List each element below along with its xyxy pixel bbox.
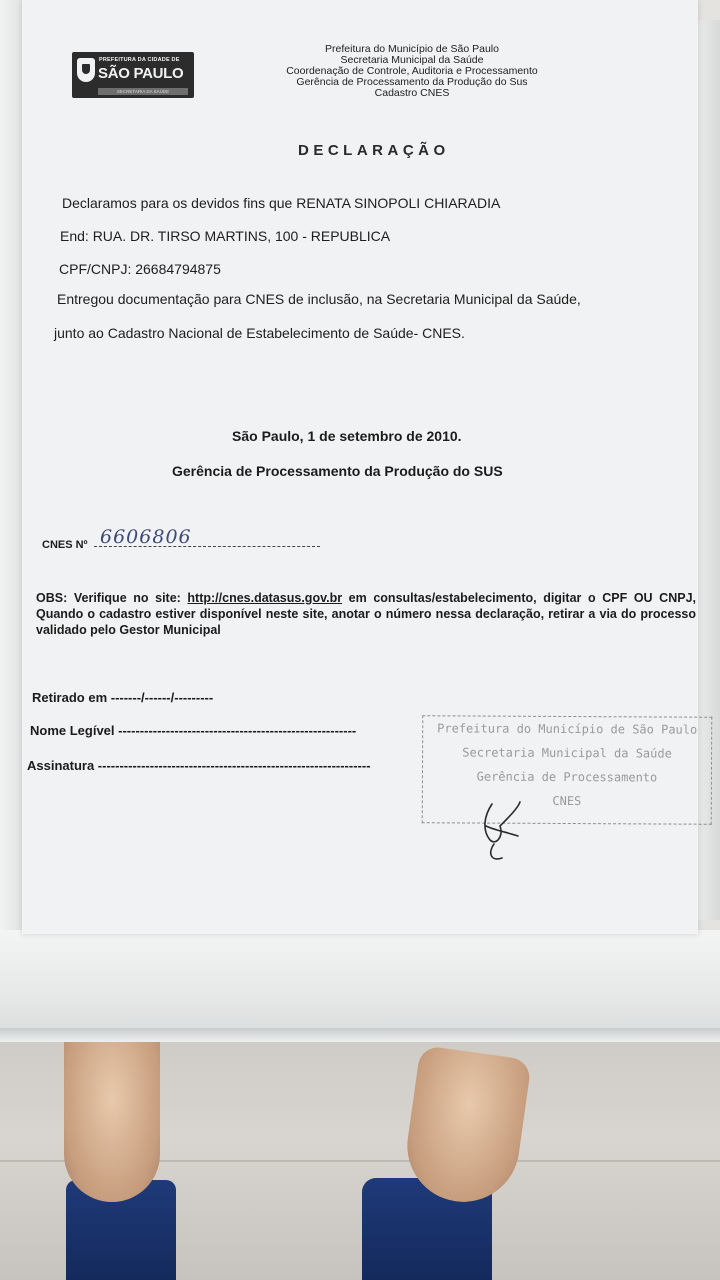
stamp-line: Prefeitura do Município de São Paulo [437, 721, 698, 737]
cnes-label: CNES Nº [42, 539, 88, 551]
stamp-line: Gerência de Processamento [476, 769, 658, 785]
left-shoe [64, 1042, 160, 1202]
cnes-handwritten-number: 6606806 [100, 526, 192, 548]
header-line: Cadastro CNES [374, 87, 450, 99]
glass-counter-edge [0, 1028, 720, 1042]
header-line: Prefeitura do Município de São Paulo [325, 43, 499, 55]
cnes-site-link[interactable]: http://cnes.datasus.gov.br [187, 591, 343, 605]
field-retirado-em: Retirado em -------/------/--------- [32, 690, 214, 705]
handwritten-signature [474, 796, 524, 866]
body-line-delivery: Entregou documentação para CNES de inclusão, na Secretaria Municipal da Saúde, [57, 291, 581, 307]
obs-prefix: OBS: Verifique no site: [36, 591, 188, 605]
obs-note [36, 590, 696, 638]
body-line-declarant: Declaramos para os devidos fins que RENATA SINOPOLI CHIARADIA [62, 195, 501, 211]
document-header [262, 44, 562, 99]
stamp-line: CNES [552, 793, 582, 809]
logo-main-text: SÃO PAULO [98, 65, 184, 82]
place-date: São Paulo, 1 de setembro de 2010. [232, 428, 462, 444]
field-assinatura: Assinatura --------------------------------------------------------------- [27, 758, 371, 773]
obs-suffix: em consultas/estabelecimento, digitar o CPF OU CNPJ, Quando o cadastro estiver disponível neste site, anotar o número nessa declaração, retirar a via do processo validado pelo Gestor Municipal [36, 591, 696, 637]
adjacent-paper-left [0, 0, 22, 930]
header-line: Secretaria Municipal da Saúde [340, 54, 484, 66]
field-nome-legivel: Nome Legível ------------------------------------------------------- [30, 723, 357, 738]
header-line: Gerência de Processamento da Produção do Sus [296, 76, 528, 88]
official-stamp [422, 715, 713, 825]
stamp-line: Secretaria Municipal da Saúde [462, 745, 672, 761]
document-title: DECLARAÇÃO [298, 142, 450, 159]
body-line-cpf: CPF/CNPJ: 26684794875 [59, 261, 221, 277]
body-line-registry: junto ao Cadastro Nacional de Estabelecimento de Saúde- CNES. [54, 325, 465, 341]
logo-sub-text: SECRETARIA DA SAÚDE [98, 88, 188, 95]
sao-paulo-logo [72, 52, 194, 98]
body-line-address: End: RUA. DR. TIRSO MARTINS, 100 - REPUBLICA [60, 228, 391, 244]
logo-top-text: PREFEITURA DA CIDADE DE [99, 57, 180, 63]
header-line: Coordenação de Controle, Auditoria e Processamento [286, 65, 538, 77]
crest-icon [77, 58, 95, 82]
declaration-document [22, 0, 698, 934]
signing-office: Gerência de Processamento da Produção do SUS [172, 463, 503, 479]
